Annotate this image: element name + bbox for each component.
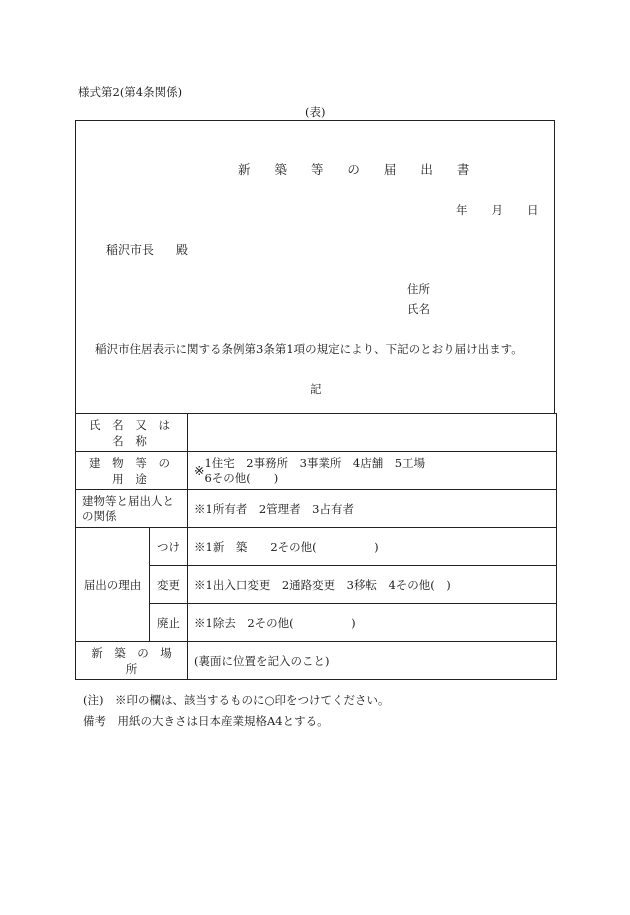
date-month: 月 xyxy=(491,203,503,217)
usage-field[interactable] xyxy=(188,452,557,490)
usage-options-line2: 6その他( ) xyxy=(204,470,279,485)
date-year: 年 xyxy=(456,203,468,217)
date-day: 日 xyxy=(527,203,539,217)
table-row xyxy=(76,490,557,528)
note-line: 備考 用紙の大きさは日本産業規格A4とする。 xyxy=(83,714,329,728)
reason-sub-label: 変更 xyxy=(150,566,188,604)
name-label: 氏名 xyxy=(407,302,430,316)
location-field[interactable]: (裏面に位置を記入のこと) xyxy=(188,642,557,680)
reason-field-abolish[interactable]: ※1除去 2その他( ) xyxy=(188,604,557,642)
reason-sub-label: 廃止 xyxy=(150,604,188,642)
note-line: (注) ※印の欄は、該当するものに○印をつけてください。 xyxy=(83,693,390,707)
table-row xyxy=(76,414,557,452)
statement-text: 稲沢市住居表示に関する条例第3条第1項の規定により、下記のとおり届け出ます。 xyxy=(95,342,523,356)
relation-label: 建物等と届出人との関係 xyxy=(76,490,188,528)
table-row xyxy=(76,642,557,680)
relation-field[interactable]: ※1所有者 2管理者 3占有者 xyxy=(188,490,557,528)
reason-label: 届出の理由 xyxy=(76,528,150,642)
addressee-suffix: 殿 xyxy=(176,243,189,257)
date-field[interactable] xyxy=(456,202,539,218)
side-label: (表) xyxy=(305,105,326,119)
reason-field-change[interactable]: ※1出入口変更 2通路変更 3移転 4その他( ) xyxy=(188,566,557,604)
address-label: 住所 xyxy=(407,282,430,296)
applicant-name-field[interactable] xyxy=(188,414,557,452)
reason-sub-label: つけ xyxy=(150,528,188,566)
form-number-label: 様式第2(第4条関係) xyxy=(78,85,183,99)
usage-label: 建 物 等 の 用 途 xyxy=(76,452,188,490)
location-label: 新 築 の 場 所 xyxy=(76,642,188,680)
usage-mark: ※ xyxy=(194,463,205,478)
addressee xyxy=(106,241,188,258)
usage-options-line1: 1住宅 2事務所 3事業所 4店舗 5工場 xyxy=(204,455,426,470)
table-row xyxy=(76,452,557,490)
page-title: 新 築 等 の 届 出 書 xyxy=(238,162,480,177)
addressee-name: 稲沢市長 xyxy=(106,243,155,257)
table-row xyxy=(76,528,557,566)
form-table xyxy=(75,413,557,680)
ki-label: 記 xyxy=(310,382,322,396)
notes xyxy=(83,690,390,732)
applicant-name-label: 氏 名 又 は 名 称 xyxy=(76,414,188,452)
reason-field-assign[interactable]: ※1新 築 2その他( ) xyxy=(188,528,557,566)
